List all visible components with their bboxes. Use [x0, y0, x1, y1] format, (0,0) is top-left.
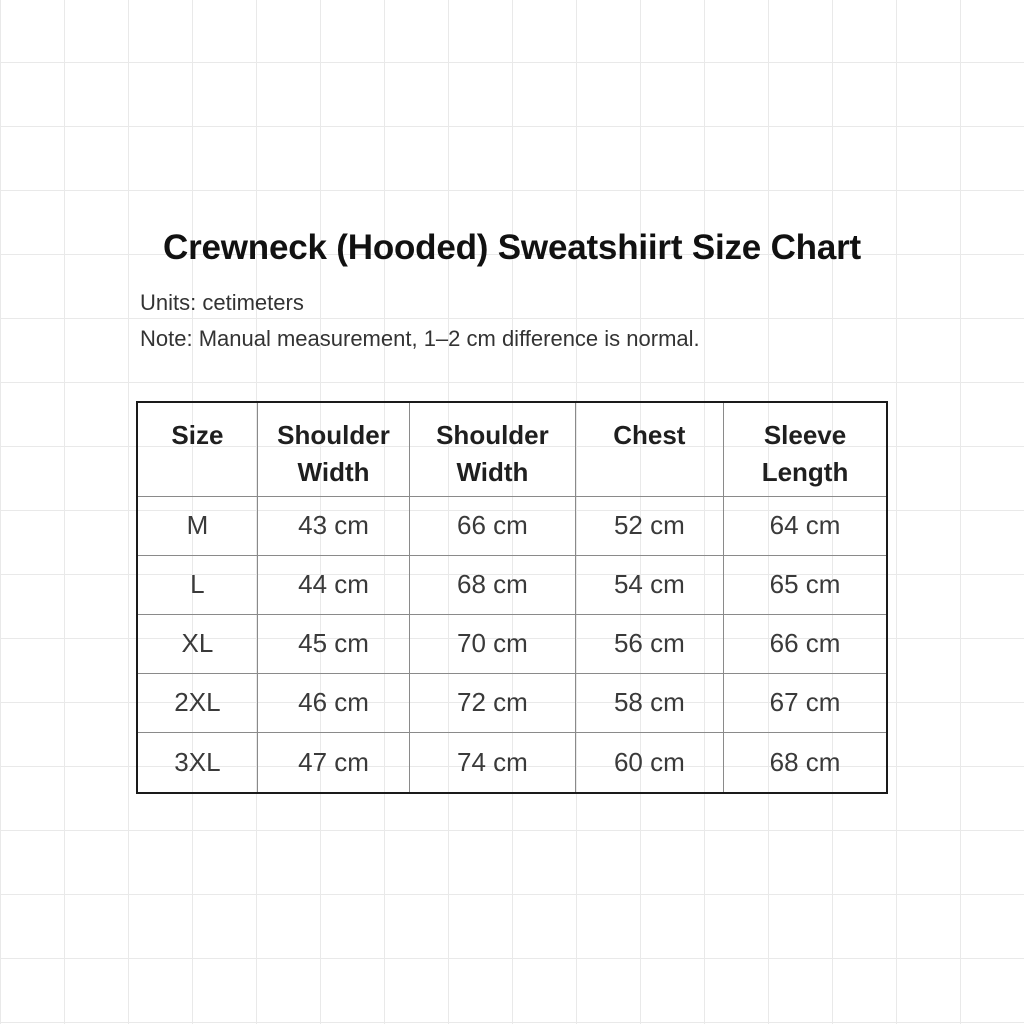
- cell-sleeve-length: 67 cm: [724, 673, 887, 732]
- cell-chest: 58 cm: [575, 673, 723, 732]
- table-body: [137, 496, 887, 793]
- chart-title: Crewneck (Hooded) Sweatshiirt Size Chart: [163, 228, 861, 267]
- units-text: Units: cetimeters: [140, 290, 304, 315]
- header-cell-chest: [575, 402, 723, 496]
- header-label: Width: [297, 457, 370, 487]
- cell-sleeve-length: 68 cm: [724, 732, 887, 793]
- cell-shoulder-width-2: 70 cm: [410, 614, 575, 673]
- header-label: Shoulder: [277, 420, 390, 450]
- cell-size: 2XL: [137, 673, 257, 732]
- table-row: [137, 673, 887, 732]
- header-row: [137, 402, 887, 496]
- header-label: Chest: [613, 420, 686, 450]
- header-label: Width: [456, 457, 529, 487]
- cell-shoulder-width: 46 cm: [257, 673, 409, 732]
- header-cell-sleeve-length: [724, 402, 887, 496]
- note-text: Note: Manual measurement, 1–2 cm difference is normal.: [140, 326, 700, 351]
- cell-chest: 56 cm: [575, 614, 723, 673]
- cell-shoulder-width: 45 cm: [257, 614, 409, 673]
- cell-shoulder-width: 43 cm: [257, 496, 409, 555]
- cell-chest: 52 cm: [575, 496, 723, 555]
- header-label: Shoulder: [436, 420, 549, 450]
- cell-size: L: [137, 555, 257, 614]
- table-row: [137, 614, 887, 673]
- cell-sleeve-length: 66 cm: [724, 614, 887, 673]
- cell-shoulder-width-2: 66 cm: [410, 496, 575, 555]
- cell-sleeve-length: 64 cm: [724, 496, 887, 555]
- table-row: [137, 496, 887, 555]
- table-row: [137, 555, 887, 614]
- header-cell-shoulder-width: [257, 402, 409, 496]
- size-table: [136, 401, 888, 794]
- header-cell-shoulder-width-2: [410, 402, 575, 496]
- header-label: Length: [761, 457, 849, 487]
- cell-sleeve-length: 65 cm: [724, 555, 887, 614]
- table-row: [137, 732, 887, 793]
- cell-shoulder-width-2: 74 cm: [410, 732, 575, 793]
- cell-chest: 54 cm: [575, 555, 723, 614]
- table-header: [137, 402, 887, 496]
- cell-shoulder-width: 47 cm: [257, 732, 409, 793]
- cell-size: XL: [137, 614, 257, 673]
- cell-chest: 60 cm: [575, 732, 723, 793]
- header-label: Sleeve: [763, 420, 847, 450]
- cell-shoulder-width: 44 cm: [257, 555, 409, 614]
- cell-size: 3XL: [137, 732, 257, 793]
- cell-size: M: [137, 496, 257, 555]
- cell-shoulder-width-2: 68 cm: [410, 555, 575, 614]
- cell-shoulder-width-2: 72 cm: [410, 673, 575, 732]
- header-label: Size: [171, 420, 224, 450]
- header-cell-size: [137, 402, 257, 496]
